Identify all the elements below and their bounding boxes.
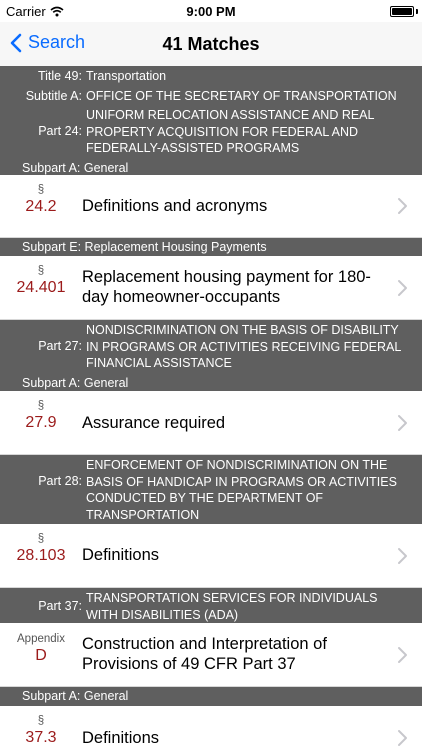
header-text: Transportation [86, 69, 167, 83]
back-button-label: Search [28, 32, 86, 52]
row-title: Definitions [82, 546, 160, 564]
section-prefix: § [37, 265, 45, 277]
row-title: Definitions [82, 729, 160, 747]
list-item[interactable] [0, 524, 422, 588]
section-number: 27.9 [25, 414, 57, 431]
section-prefix: § [37, 184, 45, 196]
row-title: Definitions and acronyms [82, 197, 268, 215]
chevron-right-icon [396, 197, 408, 215]
chevron-right-icon [396, 646, 408, 664]
chevron-right-icon [396, 547, 408, 565]
section-number: 24.2 [25, 198, 57, 215]
section-number: 24.401 [16, 279, 66, 296]
section-prefix: Appendix [17, 633, 65, 645]
header-label: Part 24: [38, 124, 82, 138]
list-item[interactable] [0, 391, 422, 455]
header-label: Part 27: [38, 339, 82, 353]
section-number-box [0, 184, 82, 216]
battery-icon [390, 6, 414, 17]
header-subpart: Subpart A: General [22, 375, 129, 390]
section-number: 28.103 [16, 547, 66, 564]
section-number: D [35, 647, 47, 664]
row-title: Replacement housing payment for 180-day homeowner-occupants [82, 268, 371, 306]
header-text: TRANSPORTATION SERVICES FOR INDIVIDUALS WITH DISABILITIES (ADA) [86, 591, 378, 622]
section-number-box [0, 715, 82, 747]
section-header-title [0, 66, 422, 175]
row-title: Construction and Interpretation of Provisions of 49 CFR Part 37 [82, 635, 327, 673]
section-header-subpart: Subpart A: General [0, 687, 422, 706]
section-prefix: § [37, 533, 45, 545]
section-number-box [0, 265, 82, 297]
section-header-part-37 [0, 588, 422, 623]
header-label: Title 49: [37, 69, 82, 83]
section-number-box [0, 533, 82, 565]
header-text: NONDISCRIMINATION ON THE BASIS OF DISABILITY IN PROGRAMS OR ACTIVITIES RECEIVING FEDERAL FINANCIAL ASSISTANCE [86, 323, 401, 370]
section-number-box [0, 400, 82, 432]
section-number: 37.3 [25, 729, 57, 746]
section-header-part-27 [0, 320, 422, 391]
page-title: 41 Matches [162, 34, 260, 54]
header-text: OFFICE OF THE SECRETARY OF TRANSPORTATION [86, 88, 397, 103]
navigation-bar [0, 22, 422, 66]
status-time: 9:00 PM [186, 4, 236, 19]
section-header-part-28 [0, 455, 422, 524]
section-header-subpart: Subpart E: Replacement Housing Payments [0, 238, 422, 256]
header-label: Subtitle A: [25, 88, 82, 103]
carrier-label: Carrier [6, 4, 46, 19]
section-prefix: § [37, 715, 45, 727]
chevron-right-icon [396, 729, 408, 747]
results-list [0, 66, 422, 750]
header-text: UNIFORM RELOCATION ASSISTANCE AND REAL PROPERTY ACQUISITION FOR FEDERAL AND FEDERALLY-ASSISTED PROGRAMS [86, 108, 375, 155]
header-text: ENFORCEMENT OF NONDISCRIMINATION ON THE BASIS OF HANDICAP IN PROGRAMS OR ACTIVITIES CONDUCTED BY THE DEPARTMENT OF TRANSPORTATION [86, 458, 397, 522]
chevron-right-icon [396, 414, 408, 432]
list-item[interactable] [0, 706, 422, 750]
row-title: Assurance required [82, 414, 226, 432]
header-subpart: Subpart A: General [22, 160, 129, 175]
section-prefix: § [37, 400, 45, 412]
battery-nub [416, 9, 418, 14]
status-bar [0, 0, 422, 22]
chevron-right-icon [396, 279, 408, 297]
header-label: Part 28: [38, 474, 82, 488]
list-item[interactable] [0, 623, 422, 687]
list-item[interactable] [0, 256, 422, 320]
section-number-box [0, 633, 82, 665]
header-label: Part 37: [38, 599, 82, 613]
list-item[interactable] [0, 175, 422, 238]
